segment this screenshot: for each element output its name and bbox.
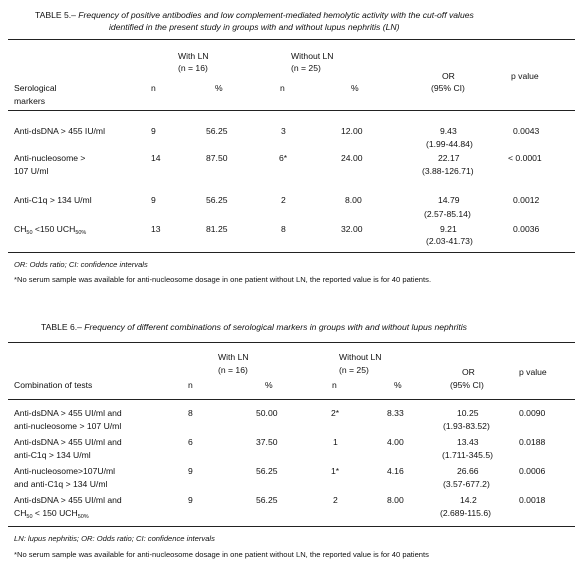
t6-r3-n1: 9 <box>188 466 193 476</box>
t5-r2-n2: 6* <box>279 153 288 163</box>
t5-r3-n1: 9 <box>151 195 156 205</box>
t6-r4-ci: (2.689-115.6) <box>440 508 491 518</box>
t5-r4-or: 9.21 <box>440 224 457 234</box>
t5-r1-or: 9.43 <box>440 126 457 136</box>
t6-group-with: With LN <box>218 352 249 362</box>
t5-r2-or: 22.17 <box>438 153 460 163</box>
t5-r3-p2: 8.00 <box>345 195 362 205</box>
t6-r3-l1: Anti-nucleosome>107U/ml <box>14 466 116 476</box>
t5-r3-p1: 56.25 <box>206 195 228 205</box>
t6-r4-l2: $CH_{50} < 150$ $UCH_{50\%}$ <box>14 508 89 520</box>
t6-r2-p: 0.0188 <box>519 437 546 447</box>
t6-r1-ci: (1.93-83.52) <box>443 421 490 431</box>
t5-footnote-2: *No serum sample was available for anti-nucleosome dosage in one patient without LN, the reported value is for 40 patients. <box>14 275 432 284</box>
table5-caption-line2: identified in the present study in groups with and without lupus nephritis (LN) <box>109 22 400 32</box>
t6-r2-ci: (1.711-345.5) <box>442 450 493 460</box>
t5-col-or: OR <box>442 71 455 81</box>
t5-r1-marker: Anti-dsDNA > 455 IU/ml <box>14 126 105 136</box>
t5-r1-n1: 9 <box>151 126 156 136</box>
t6-r3-or: 26.66 <box>457 466 479 476</box>
t5-r4-ci: (2.03-41.73) <box>426 236 473 246</box>
t5-r3-marker: Anti-C1q > 134 U/ml <box>14 195 92 205</box>
table6-caption-text: Frequency of different combinations of serological markers in groups with and without lupus nephritis <box>81 322 467 332</box>
t5-col-marker-1: Serological <box>14 83 57 93</box>
t6-r1-or: 10.25 <box>457 408 479 418</box>
t6-r2-l2: anti-C1q > 134 U/ml <box>14 450 91 460</box>
table5-bottom-rule <box>8 252 575 253</box>
t6-r2-l1: Anti-dsDNA > 455 UI/ml and <box>14 437 122 447</box>
t5-r1-n2: 3 <box>281 126 286 136</box>
t5-group-with-n: (n = 16) <box>178 63 208 73</box>
t5-r4-n2: 8 <box>281 224 286 234</box>
t5-group-with: With LN <box>178 51 209 61</box>
table5-top-rule <box>8 39 575 40</box>
t5-r3-n2: 2 <box>281 195 286 205</box>
t5-r2-marker-l1: Anti-nucleosome > <box>14 153 86 163</box>
t5-r2-marker-l2: 107 U/ml <box>14 166 49 176</box>
t6-r2-n2: 1 <box>333 437 338 447</box>
t6-r4-p1: 56.25 <box>256 495 278 505</box>
t5-r1-ci: (1.99-44.84) <box>426 139 473 149</box>
t6-r3-ci: (3.57-677.2) <box>443 479 490 489</box>
t5-col-pct2: % <box>351 83 359 93</box>
t5-r4-p: 0.0036 <box>513 224 540 234</box>
t6-r4-p2: 8.00 <box>387 495 404 505</box>
t6-r1-p2: 8.33 <box>387 408 404 418</box>
t5-r2-p: < 0.0001 <box>508 153 542 163</box>
t5-r2-p2: 24.00 <box>341 153 363 163</box>
t5-r2-p1: 87.50 <box>206 153 228 163</box>
t6-r4-n2: 2 <box>333 495 338 505</box>
t6-r3-n2: 1* <box>331 466 340 476</box>
table6-bottom-rule <box>8 526 575 527</box>
t6-group-without-n: (n = 25) <box>339 365 369 375</box>
t6-col-n2: n <box>332 380 337 390</box>
t6-r3-p: 0.0006 <box>519 466 546 476</box>
t6-r1-n1: 8 <box>188 408 193 418</box>
t6-col-or: OR <box>462 367 475 377</box>
t6-col-p: p value <box>519 367 547 377</box>
table6-top-rule <box>8 342 575 343</box>
table5-caption-label: TABLE 5.– <box>35 10 76 20</box>
t5-col-n1: n <box>151 83 156 93</box>
t5-r1-p2: 12.00 <box>341 126 363 136</box>
t6-col-pct2: % <box>394 380 402 390</box>
table5-header-rule <box>8 110 575 111</box>
t6-group-without: Without LN <box>339 352 382 362</box>
t6-r3-l2: and anti-C1q > 134 U/ml <box>14 479 108 489</box>
t6-r4-p: 0.0018 <box>519 495 546 505</box>
t5-r2-ci: (3.88-126.71) <box>422 166 474 176</box>
t6-col-ci: (95% CI) <box>450 380 484 390</box>
t5-r3-or: 14.79 <box>438 195 460 205</box>
t6-r1-p: 0.0090 <box>519 408 546 418</box>
t5-col-n2: n <box>280 83 285 93</box>
table5-caption-line1 <box>35 10 474 21</box>
t5-group-without: Without LN <box>291 51 334 61</box>
t5-r4-n1: 13 <box>151 224 161 234</box>
t6-r3-p1: 56.25 <box>256 466 278 476</box>
t5-col-ci: (95% CI) <box>431 83 465 93</box>
t6-r4-n1: 9 <box>188 495 193 505</box>
table6-header-rule <box>8 399 575 400</box>
t5-r2-n1: 14 <box>151 153 161 163</box>
t6-r2-p2: 4.00 <box>387 437 404 447</box>
t6-col-n1: n <box>188 380 193 390</box>
table5-caption-text: Frequency of positive antibodies and low complement-mediated hemolytic activity with the cut-off values <box>75 10 474 20</box>
t5-r4-p1: 81.25 <box>206 224 228 234</box>
t5-group-without-n: (n = 25) <box>291 63 321 73</box>
t6-r4-l1: Anti-dsDNA > 455 UI/ml and <box>14 495 122 505</box>
t6-r4-or: 14.2 <box>460 495 477 505</box>
t6-col-combo: Combination of tests <box>14 380 93 390</box>
t6-col-pct1: % <box>265 380 273 390</box>
t5-r1-p: 0.0043 <box>513 126 540 136</box>
table6-caption <box>41 322 467 333</box>
t6-r1-p1: 50.00 <box>256 408 278 418</box>
table6-caption-label: TABLE 6.– <box>41 322 82 332</box>
t6-r2-n1: 6 <box>188 437 193 447</box>
t5-r3-ci: (2.57-85.14) <box>424 209 471 219</box>
t6-r2-or: 13.43 <box>457 437 479 447</box>
t6-r2-p1: 37.50 <box>256 437 278 447</box>
t5-r4-marker: $CH_{50} <150$ $UCH_{50\%}$ <box>14 224 87 236</box>
t6-footnote-2: *No serum sample was available for anti-nucleosome dosage in one patient without LN, the reported value is for 40 patients <box>14 550 429 559</box>
t5-r4-p2: 32.00 <box>341 224 363 234</box>
t5-footnote-1: OR: Odds ratio; CI: confidence intervals <box>14 260 148 269</box>
t6-r1-l1: Anti-dsDNA > 455 UI/ml and <box>14 408 122 418</box>
t6-r1-l2: anti-nucleosome > 107 U/ml <box>14 421 122 431</box>
t6-footnote-1: LN: lupus nephritis; OR: Odds ratio; CI: confidence intervals <box>14 534 215 543</box>
t5-r1-p1: 56.25 <box>206 126 228 136</box>
t5-col-p: p value <box>511 71 539 81</box>
t6-group-with-n: (n = 16) <box>218 365 248 375</box>
t5-col-pct1: % <box>215 83 223 93</box>
t6-r3-p2: 4.16 <box>387 466 404 476</box>
t5-r3-p: 0.0012 <box>513 195 540 205</box>
t5-col-marker-2: markers <box>14 96 46 106</box>
t6-r1-n2: 2* <box>331 408 340 418</box>
